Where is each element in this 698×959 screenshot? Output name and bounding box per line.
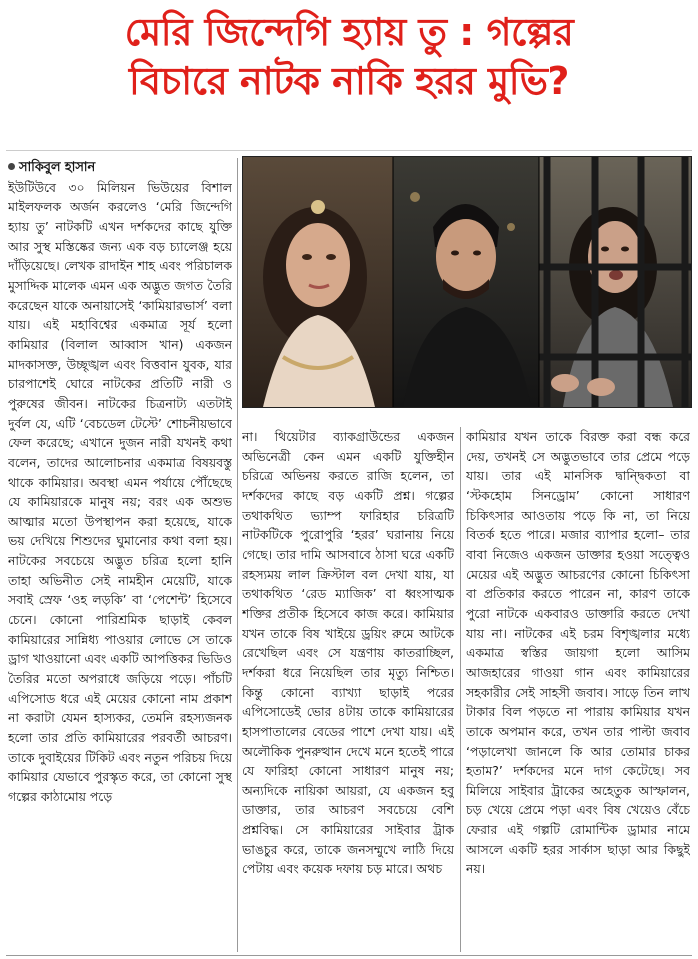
column-3-text: কামিয়ার যখন তাকে বিরক্ত করা বন্ধ করে দেয়, তখনই সে অদ্ভুতভাবে তার প্রেমে পড়ে যায়। তার এই মানসিক দ্বান্দ্বিকতা বা ‘স্টকহোম সিনড্রোম’ কোনো সাধারণ চিকিৎসার আওতায় পড়ে কি না, তা নিয়ে বিতর্ক হতে পারে। মজার ব্যাপার হলো– তার বাবা নিজেও একজন ডাক্তার হওয়া সত্ত্বেও মেয়ের এই অদ্ভুত আচরণের কোনো চিকিৎসা বা প্রতিকার করতে পারেন না, কারণ তাকে পুরো নাটকে একবারও ডাক্তারি করতে দেখা যায় না। নাটকের এই চরম বিশৃঙ্খলার মধ্যে একমাত্র স্বস্তির জায়গা হলো আসিম আজহারের গাওয়া গান এবং কামিয়ারের সহকারীর সেই সাহসী জবাব। সাড়ে তিন লাখ টাকার বিল পড়তে না পারায় কামিয়ার যখন তাকে অপমান করে, তখন তার পাল্টা জবাব ‘পড়ালেখা জানলে কি আর তোমার চাকর হতাম?’ দর্শকদের মনে দাগ কেটেছে। সব মিলিয়ে সাইবার ট্রাকের অহেতুক আস্ফালন, চড় খেয়ে প্রেমে পড়া এবং বিষ খেয়েও বেঁচে ফেরার এই গল্পটি রোমান্টিক ড্রামার নামে আসলে একটি হরর সার্কাস ছাড়া আর কিছুই নয়। — [466, 429, 690, 877]
drama-still-photo — [242, 156, 692, 408]
column-1-text: ইউটিউবে ৩০ মিলিয়ন ভিউয়ের বিশাল মাইলফলক অর্জন করলেও ‘মেরি জিন্দেগি হ্যায় তু’ নাটকটি এখন দর্শকদের কাছে যুক্তি আর সুস্থ মস্তিষ্কের জন্য এক বড় চ্যালেঞ্জ হয়ে দাঁড়িয়েছে। লেখক রাদাইন শাহ এবং পরিচালক মুসাদ্দিক মালেক এমন এক অদ্ভুত জগত তৈরি করেছেন যাকে অনায়াসেই ‘কামিয়ারভার্স’ বলা যায়। এই মহাবিশ্বের একমাত্র সূর্য হলো কামিয়ার (বিলাল আব্বাস খান) একজন মাদকাসক্ত, উচ্ছৃঙ্খল এবং বিত্তবান যুবক, যার চারপাশেই ঘোরে নাটকের প্রতিটি নারী ও পুরুষের জীবন। নাটকের চিত্রনাট্য এতটাই দুর্বল যে, এটি ‘বেচডেল টেস্টে’ শোচনীয়ভাবে ফেল করেছে; এখানে দুজন নারী যখনই কথা বলেন, তাদের আলোচনার একমাত্র বিষয়বস্তু থাকে কামিয়ার। অবস্থা এমন পর্যায়ে পৌঁছেছে যে কামিয়ারকে মানুষ নয়; বরং এক অশুভ আত্মার মতো উপস্থাপন করা হয়েছে, যাকে ভয় দেখিয়ে শিশুদের ঘুমানোর কথা বলা হয়। নাটকের সবচেয়ে অদ্ভুত চরিত্র হলো হানি তাহা অভিনীত সেই নামহীন মেয়েটি, যাকে সবাই স্রেফ ‘ওহ লড়কি’ বা ‘পেশেন্ট’ হিসেবে চেনে। কোনো পারিশ্রমিক ছাড়াই কেবল কামিয়ারের সান্নিধ্য পাওয়ার লোভে সে তাকে ড্রাগ খাওয়ানো এবং একটি আপত্তিকর ভিডিও তৈরির মতো অপরাধে জড়িয়ে পড়ে। পাঁচটি এপিসোড ধরে এই মেয়ের কোনো নাম প্রকাশ না করাটা যেমন হাস্যকর, তেমনি রহস্যজনক হলো তার প্রতি কামিয়ারের পরবর্তী আচরণ। তাকে দুবাইয়ের টিকিট এবং নতুন পরিচয় দিয়ে কামিয়ার যেভাবে পুরস্কৃত করে, তা কোনো সুস্থ গল্পের কাঠামোয় পড়ে — [8, 179, 232, 804]
column-divider-2 — [460, 427, 461, 952]
column-divider-1 — [237, 158, 238, 952]
article-column-3 — [466, 427, 690, 952]
photo-collage-illustration — [243, 157, 691, 407]
headline-line-1: মেরি জিন্দেগি হ্যায় তু : গল্পের — [124, 10, 574, 54]
bullet-icon — [8, 163, 15, 170]
byline-author: সাকিবুল হাসান — [19, 160, 96, 175]
headline — [6, 8, 692, 106]
article-column-2 — [242, 427, 454, 952]
headline-line-2: বিচারে নাটক নাকি হরর মুভি? — [129, 59, 569, 103]
bottom-rule — [6, 955, 692, 956]
column-2-text: না। থিয়েটার ব্যাকগ্রাউন্ডের একজন অভিনেত্রী কেন এমন একটি যুক্তিহীন চরিত্রে অভিনয় করতে রাজি হলেন, তা দর্শকদের কাছে বড় একটি প্রশ্ন। গল্পের তথাকথিত ভ্যাম্প ফারিহার চরিত্রটি নাটকটিকে পুরোপুরি ‘হরর’ ঘরানায় নিয়ে গেছে। তার দামি আসবাবে ঠাসা ঘরে একটি রহস্যময় লাল ক্রিস্টাল বল দেখা যায়, যা তথাকথিত ‘রেড ম্যাজিক’ বা ধ্বংসাত্মক শক্তির প্রতীক হিসেবে কাজ করে। কামিয়ার যখন তাকে বিষ খাইয়ে ড্রয়িং রুমে আটকে রেখেছিল এবং সে যন্ত্রণায় কাতরাচ্ছিল, দর্শকরা ধরে নিয়েছিল তার মৃত্যু নিশ্চিত। কিন্তু কোনো ব্যাখ্যা ছাড়াই পরের এপিসোডেই ভোর ৪টায় তাকে কামিয়ারের হাসপাতালের বেডের পাশে দেখা যায়। এই অলৌকিক পুনরুত্থান দেখে মনে হতেই পারে যে ফারিহা কোনো সাধারণ মানুষ নয়; অন্যদিকে নায়িকা আয়রা, যে একজন হবু ডাক্তার, তার আচরণ সবচেয়ে বেশি প্রশ্নবিদ্ধ। সে কামিয়ারের সাইবার ট্রাক ভাঙচুর করে, তাকে জনসম্মুখে লাঠি দিয়ে পেটায় এবং কয়েক দফায় চড় মারে। অথচ — [242, 429, 454, 877]
byline — [8, 158, 232, 178]
article-column-1 — [8, 158, 232, 953]
header-divider — [6, 150, 692, 151]
